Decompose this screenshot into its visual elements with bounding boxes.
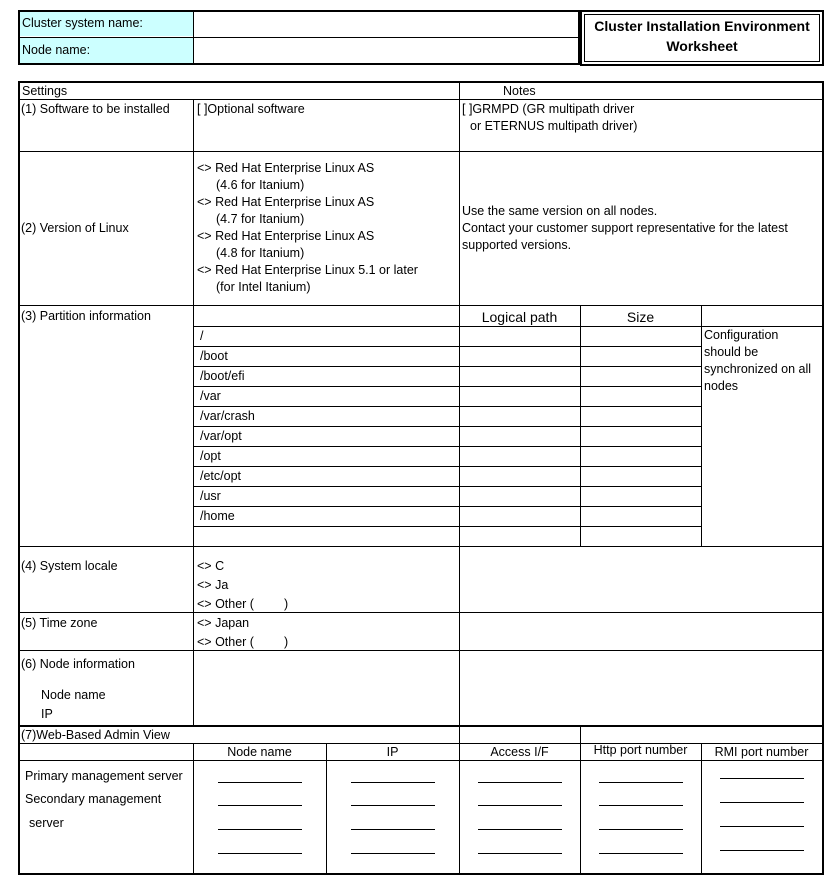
partition-note-line4: nodes (704, 379, 739, 393)
node-info-name-label: Node name (41, 688, 106, 702)
optional-software-checkbox[interactable]: [ ]Optional software (197, 102, 305, 116)
col-access-if: Access I/F (490, 745, 549, 759)
worksheet-title-line1: Cluster Installation Environment (594, 18, 810, 34)
cluster-system-name-label: Cluster system name: (22, 16, 143, 30)
linux-option-3-detail: (4.8 for Itanium) (216, 246, 305, 260)
fill-in-line[interactable] (351, 805, 435, 806)
logical-path-header: Logical path (481, 309, 558, 325)
linux-option-4[interactable]: <> Red Hat Enterprise Linux 5.1 or later (197, 263, 418, 277)
partition-etc-opt: /etc/opt (200, 469, 241, 483)
locale-option-c[interactable]: <> C (197, 559, 225, 573)
linux-note-line1: Use the same version on all nodes. (462, 204, 658, 218)
linux-note-line2: Contact your customer support representative for the latest (462, 221, 788, 235)
locale-option-ja[interactable]: <> Ja (197, 578, 229, 592)
fill-in-line[interactable] (478, 782, 562, 783)
partition-boot: /boot (200, 349, 228, 363)
locale-other-close-paren: ) (284, 597, 289, 611)
col-node-name: Node name (227, 745, 292, 759)
fill-in-line[interactable] (218, 782, 302, 783)
col-ip: IP (386, 745, 399, 759)
node-name-field[interactable] (195, 39, 577, 62)
fill-in-line[interactable] (478, 853, 562, 854)
fill-in-line[interactable] (720, 778, 804, 779)
fill-in-line[interactable] (351, 853, 435, 854)
timezone-option-other[interactable]: <> Other ( (197, 635, 254, 649)
fill-in-line[interactable] (351, 782, 435, 783)
fill-in-line[interactable] (351, 829, 435, 830)
partition-root: / (200, 329, 204, 343)
partition-opt: /opt (200, 449, 221, 463)
fill-in-line[interactable] (218, 829, 302, 830)
linux-note-line3: supported versions. (462, 238, 572, 252)
linux-option-4-detail: (for Intel Itanium) (216, 280, 311, 294)
fill-in-line[interactable] (720, 850, 804, 851)
secondary-management-server-label: Secondary management (25, 792, 162, 806)
worksheet-title-line2: Worksheet (666, 38, 738, 54)
linux-version-label: (2) Version of Linux (21, 221, 129, 235)
fill-in-line[interactable] (599, 829, 683, 830)
notes-header: Notes (503, 84, 536, 98)
node-name-label: Node name: (22, 43, 91, 57)
linux-option-2[interactable]: <> Red Hat Enterprise Linux AS (197, 195, 375, 209)
partition-usr: /usr (200, 489, 221, 503)
node-info-ip-label: IP (41, 707, 53, 721)
partition-var-opt: /var/opt (200, 429, 242, 443)
partition-note-line3: synchronized on all (704, 362, 812, 376)
linux-option-2-detail: (4.7 for Itanium) (216, 212, 305, 226)
settings-header: Settings (22, 84, 68, 98)
timezone-option-japan[interactable]: <> Japan (197, 616, 250, 630)
linux-option-1[interactable]: <> Red Hat Enterprise Linux AS (197, 161, 375, 175)
web-admin-view-label: (7)Web-Based Admin View (21, 728, 170, 742)
fill-in-line[interactable] (720, 826, 804, 827)
grmpd-checkbox[interactable]: [ ]GRMPD (GR multipath driver (462, 102, 635, 116)
partition-note-line1: Configuration (704, 328, 779, 342)
fill-in-line[interactable] (478, 829, 562, 830)
partition-home: /home (200, 509, 235, 523)
primary-management-server-label: Primary management server (25, 769, 183, 783)
cluster-system-name-field[interactable] (195, 12, 577, 36)
fill-in-line[interactable] (218, 805, 302, 806)
fill-in-line[interactable] (599, 853, 683, 854)
partition-label: (3) Partition information (21, 309, 151, 323)
fill-in-line[interactable] (599, 805, 683, 806)
grmpd-note-line2: or ETERNUS multipath driver) (470, 119, 638, 133)
partition-boot-efi: /boot/efi (200, 369, 245, 383)
fill-in-line[interactable] (720, 802, 804, 803)
partition-note-line2: should be (704, 345, 759, 359)
timezone-other-close-paren: ) (284, 635, 289, 649)
node-information-label: (6) Node information (21, 657, 135, 671)
fill-in-line[interactable] (599, 782, 683, 783)
partition-var-crash: /var/crash (200, 409, 255, 423)
system-locale-label: (4) System locale (21, 559, 118, 573)
linux-option-1-detail: (4.6 for Itanium) (216, 178, 305, 192)
linux-option-3[interactable]: <> Red Hat Enterprise Linux AS (197, 229, 375, 243)
size-header: Size (626, 309, 655, 325)
software-label: (1) Software to be installed (21, 102, 170, 116)
locale-option-other[interactable]: <> Other ( (197, 597, 254, 611)
partition-var: /var (200, 389, 221, 403)
col-http-port: Http port number (593, 743, 688, 757)
time-zone-label: (5) Time zone (21, 616, 98, 630)
fill-in-line[interactable] (478, 805, 562, 806)
secondary-management-server-label-line2: server (29, 816, 64, 830)
col-rmi-port: RMI port number (714, 745, 809, 759)
fill-in-line[interactable] (218, 853, 302, 854)
